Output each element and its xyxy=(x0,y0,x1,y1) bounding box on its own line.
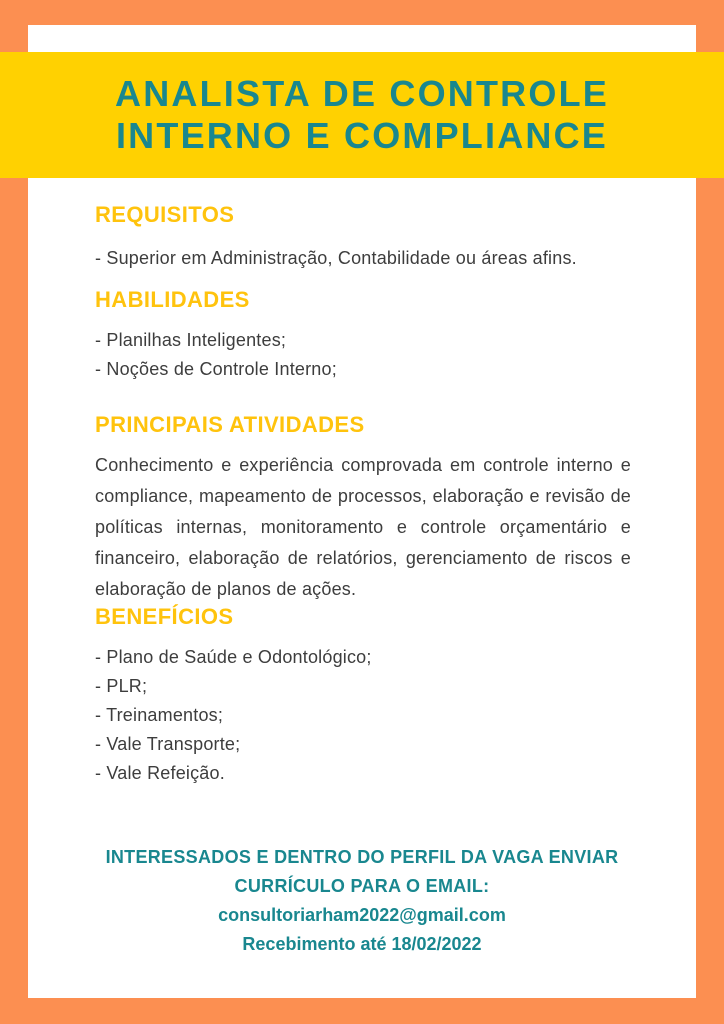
section-heading-habilidades: HABILIDADES xyxy=(95,287,250,312)
section-heading-requisitos: REQUISITOS xyxy=(95,202,235,227)
section-heading-beneficios: BENEFÍCIOS xyxy=(95,604,234,629)
beneficios-item: - Vale Transporte; xyxy=(95,734,241,754)
footer-deadline: Recebimento até 18/02/2022 xyxy=(242,934,482,954)
atividades-paragraph: Conhecimento e experiência comprovada em controle interno e compliance, mapeamento de processos, elaboração e revisão de políticas internas, monitoramento e controle orçamentário e financeiro, elaboração de relatórios, gerenciamento de riscos e elaboração de planos de ações. xyxy=(95,455,631,599)
requisitos-list xyxy=(95,244,631,273)
footer-contact-block xyxy=(28,843,696,959)
job-title-line2: INTERNO E COMPLIANCE xyxy=(115,115,608,156)
beneficios-list xyxy=(95,643,631,788)
job-title-line1: ANALISTA DE CONTROLE xyxy=(115,73,609,114)
beneficios-item: - Plano de Saúde e Odontológico; xyxy=(95,647,372,667)
section-heading-principais-atividades: PRINCIPAIS ATIVIDADES xyxy=(95,412,365,437)
requisitos-item: - Superior em Administração, Contabilidade ou áreas afins. xyxy=(95,248,577,268)
beneficios-item: - Vale Refeição. xyxy=(95,763,225,783)
footer-cta-line2: CURRÍCULO PARA O EMAIL: xyxy=(234,876,490,896)
beneficios-item: - PLR; xyxy=(95,676,148,696)
beneficios-item: - Treinamentos; xyxy=(95,705,224,725)
habilidades-item: - Noções de Controle Interno; xyxy=(95,358,337,379)
footer-cta-line1: INTERESSADOS E DENTRO DO PERFIL DA VAGA ENVIAR xyxy=(105,847,619,867)
habilidades-list xyxy=(95,326,631,383)
footer-email: consultoriarham2022@gmail.com xyxy=(218,905,506,925)
title-banner xyxy=(0,52,724,178)
habilidades-item: - Planilhas Inteligentes; xyxy=(95,330,287,350)
